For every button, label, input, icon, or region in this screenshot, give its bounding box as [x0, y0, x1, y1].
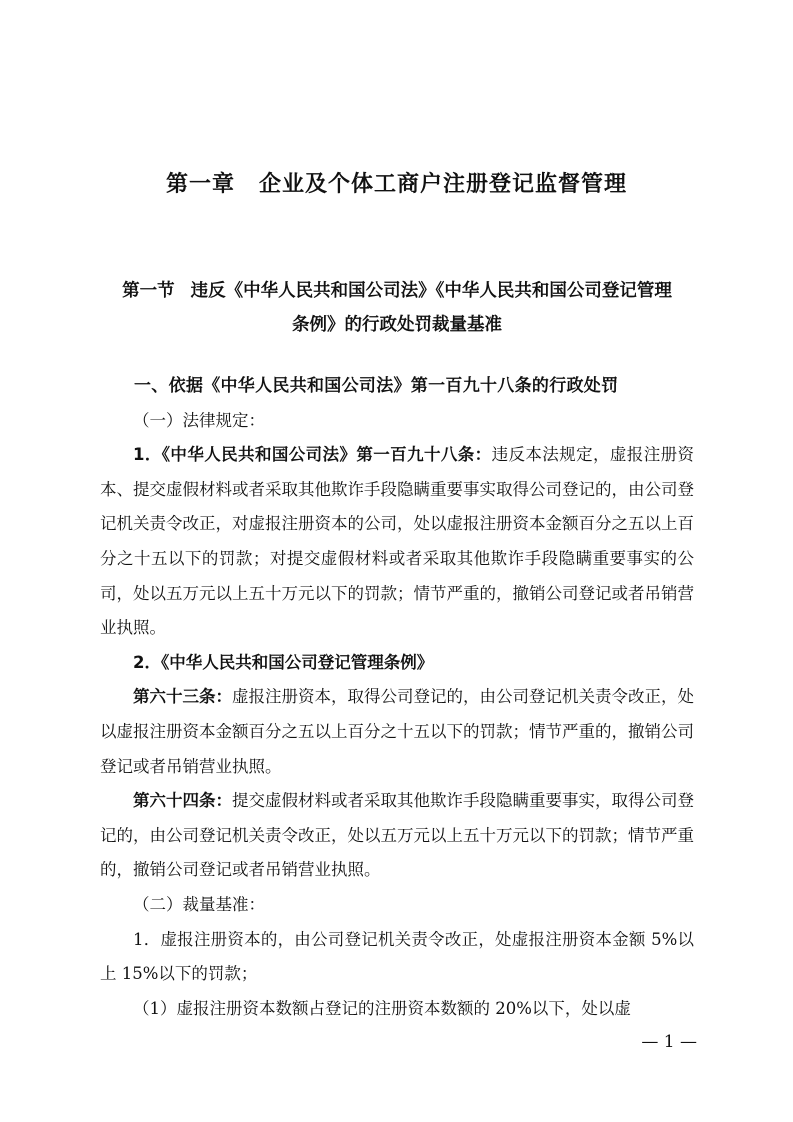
chapter-number: 第一章	[165, 172, 235, 197]
article-63-label: 第六十三条：	[133, 687, 232, 707]
section-number: 第一节	[122, 281, 175, 301]
provision-item-1-label: 1．《中华人民共和国公司法》第一百九十八条：	[133, 445, 492, 465]
discretion-sub-item-1: （1）虚报注册资本数额占登记的注册资本数额的 20%以下，处以虚	[133, 998, 631, 1018]
chapter-name: 企业及个体工商户注册登记监督管理	[259, 172, 628, 197]
legal-provisions-label: （一）法律规定：	[133, 410, 265, 430]
document-body	[100, 369, 694, 1026]
provision-item-1-text: 违反本法规定，虚报注册资本、提交虚假材料或者采取其他欺诈手段隐瞒重要事实取得公司登记的，由公司登记机关责令改正，对虚报注册资本的公司，处以虚报注册资本金额百分之五以上百分之十五以下的罚款；对提交虚假材料或者采取其他欺诈手段隐瞒重要事实的公司，处以五万元以上五十万元以下的罚款；情节严重的，撤销公司登记或者吊销营业执照。	[100, 445, 695, 638]
article-64-text: 提交虚假材料或者采取其他欺诈手段隐瞒重要事实，取得公司登记的，由公司登记机关责令改正，处以五万元以上五十万元以下的罚款；情节严重的，撤销公司登记或者吊销营业执照。	[100, 791, 694, 880]
provision-item-2-label: 2．《中华人民共和国公司登记管理条例》	[133, 652, 434, 672]
article-63-text: 虚报注册资本，取得公司登记的，由公司登记机关责令改正，处以虚报注册资本金额百分之五以上百分之十五以下的罚款；情节严重的，撤销公司登记或者吊销营业执照。	[100, 687, 694, 776]
article-64	[100, 784, 694, 888]
article-63	[100, 680, 694, 784]
chapter-title	[0, 165, 793, 205]
section-title-line-2: 条例》的行政处罚裁量基准	[292, 315, 502, 335]
provision-item-1	[100, 438, 694, 646]
section-title	[100, 274, 694, 342]
section-name-line-1: 违反《中华人民共和国公司法》《中华人民共和国公司登记管理	[190, 281, 672, 301]
page-number: — 1 —	[641, 1032, 697, 1052]
discretion-item-1: 1．虚报注册资本的，由公司登记机关责令改正，处虚报注册资本金额 5%以上 15%以下的罚款；	[100, 929, 694, 984]
article-heading: 一、依据《中华人民共和国公司法》第一百九十八条的行政处罚	[134, 376, 619, 396]
article-64-label: 第六十四条：	[133, 791, 232, 811]
discretion-label: （二）裁量基准：	[133, 894, 265, 914]
section-title-line-1	[100, 274, 694, 308]
